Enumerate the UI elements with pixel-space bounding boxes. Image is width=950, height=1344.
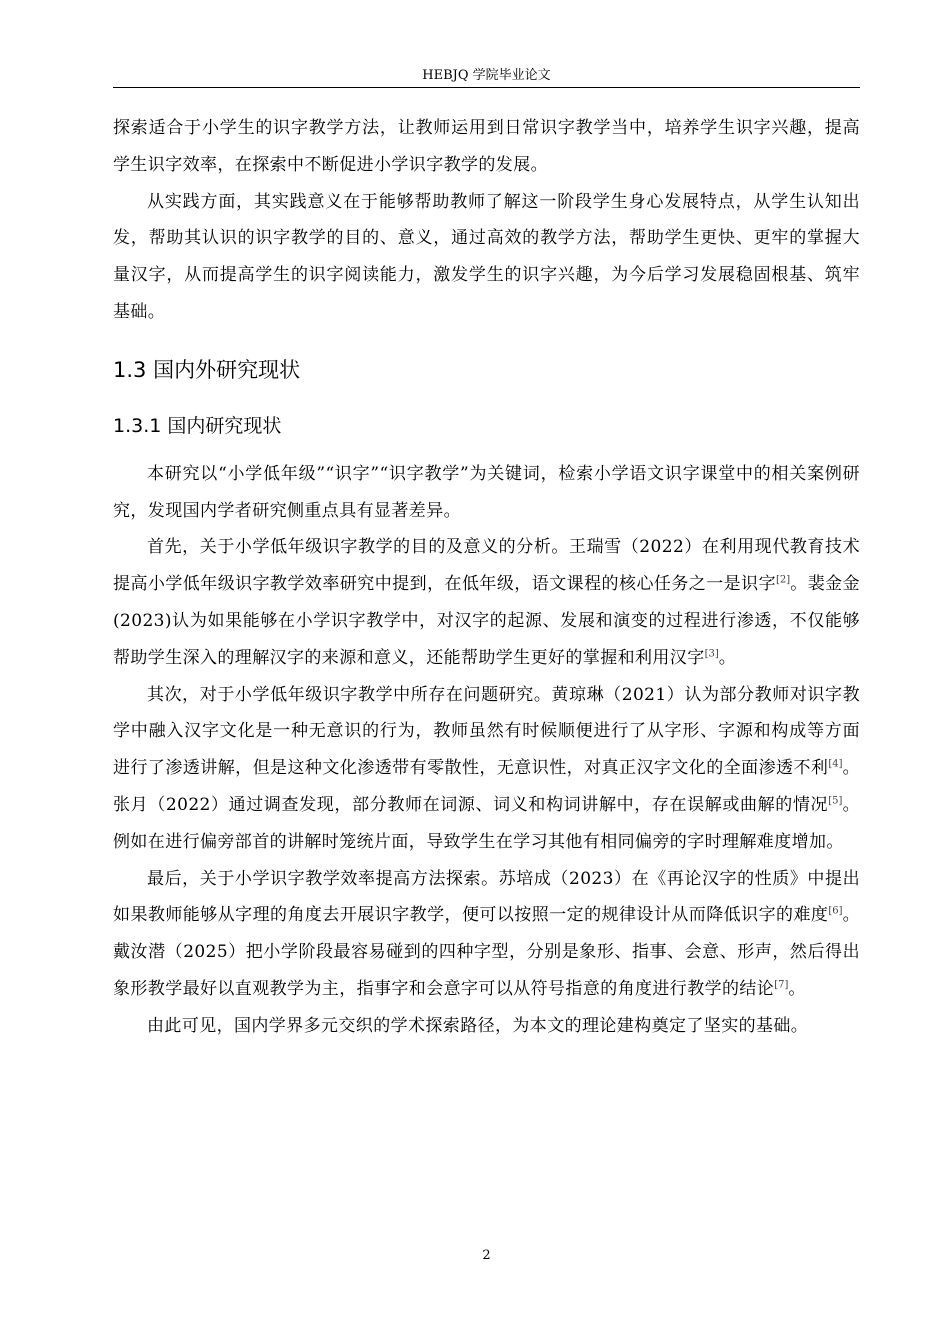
page-header: HEBJQ 学院毕业论文 <box>422 68 551 83</box>
citation-2: [2] <box>776 574 791 586</box>
citation-5: [5] <box>828 795 843 807</box>
section-heading-1-3-1: 1.3.1 国内研究现状 <box>113 414 282 437</box>
paragraph-second-text-b: 。张月（2022）通过调查发现，部分教师在词源、词义和构词讲解中，存在误解或曲解的情况 <box>113 758 860 815</box>
paragraph-second <box>113 677 860 861</box>
paragraph-third-text-a: 最后，关于小学识字教学效率提高方法探索。苏培成（2023）在《再论汉字的性质》中提出如果教师能够从字理的角度去开展识字教学，便可以按照一定的规律设计从而降低识字的难度 <box>113 868 860 926</box>
citation-4: [4] <box>828 758 843 770</box>
citation-6: [6] <box>828 905 843 917</box>
paragraph-practical-significance: 从实践方面，其实践意义在于能够帮助教师了解这一阶段学生身心发展特点，从学生认知出发，帮助其认识的识字教学的目的、意义，通过高效的教学方法，帮助学生更快、更牢的掌握大量汉字，从而提高学生的识字阅读能力，激发学生的识字兴趣，为今后学习发展稳固根基、筑牢基础。 <box>113 191 860 322</box>
header-rule <box>113 87 860 88</box>
citation-7: [7] <box>774 979 789 991</box>
paragraph-second-text-a: 其次，对于小学低年级识字教学中所存在问题研究。黄琼琳（2021）认为部分教师对识字教学中融入汉字文化是一种无意识的行为，教师虽然有时候顺便进行了从字形、字源和构成等方面进行了渗透讲解，但是这种文化渗透带有零散性，无意识性，对真正汉字文化的全面渗透不利 <box>113 684 860 779</box>
paragraph-third <box>113 861 860 1008</box>
paragraph-intro: 本研究以“小学低年级”“识字”“识字教学”为关键词，检索小学语文识字课堂中的相关案例研究，发现国内学者研究侧重点具有显著差异。 <box>113 463 860 521</box>
page-body <box>113 110 860 1045</box>
paragraph-continuation: 探索适合于小学生的识字教学方法，让教师运用到日常识字教学当中，培养学生识字兴趣，提高学生识字效率，在探索中不断促进小学识字教学的发展。 <box>113 118 860 175</box>
page-number: 2 <box>482 1248 491 1263</box>
section-heading-1-3: 1.3 国内外研究现状 <box>113 357 301 382</box>
paragraph-conclusion: 由此可见，国内学界多元交织的学术探索路径，为本文的理论建构奠定了坚实的基础。 <box>147 1015 809 1036</box>
paragraph-third-text-c: 。 <box>788 978 806 999</box>
paragraph-third-text-b: 。戴汝潜（2025）把小学阶段最容易碰到的四种字型，分别是象形、指事、会意、形声，然后得出象形教学最好以直观教学为主，指事字和会意字可以从符号指意的角度进行教学的结论 <box>113 905 860 999</box>
paragraph-first-text-b: 。裴金金(2023)认为如果能够在小学识字教学中，对汉字的起源、发展和演变的过程进行渗透，不仅能够帮助学生深入的理解汉字的来源和意义，还能帮助学生更好的掌握和利用汉字 <box>113 574 860 668</box>
paragraph-second-text-c: 。例如在进行偏旁部首的讲解时笼统片面，导致学生在学习其他有相同偏旁的字时理解难度增加。 <box>113 794 860 852</box>
citation-3: [3] <box>704 648 719 660</box>
paragraph-first <box>113 529 860 676</box>
paragraph-first-text-c: 。 <box>718 647 737 668</box>
paragraph-first-text-a: 首先，关于小学低年级识字教学的目的及意义的分析。王瑞雪（2022）在利用现代教育技术提高小学低年级识字教学效率研究中提到，在低年级，语文课程的核心任务之一是识字 <box>113 537 860 595</box>
